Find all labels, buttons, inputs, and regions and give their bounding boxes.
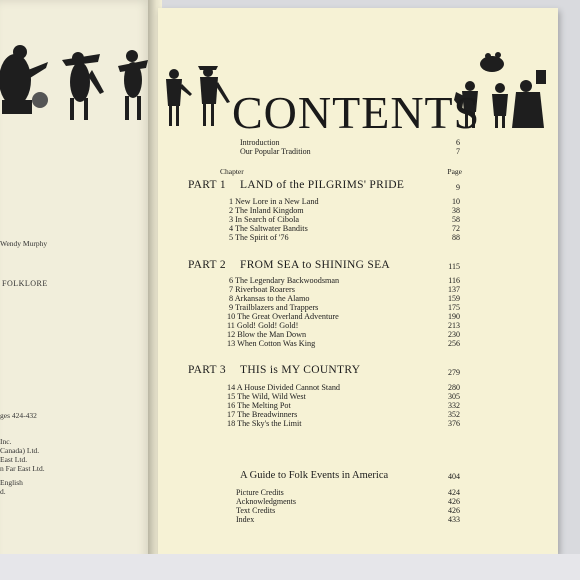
left-page-text: Inc. (0, 437, 12, 446)
toc-page-number: 137 (448, 285, 460, 294)
toc-page-number: 88 (452, 233, 460, 242)
toc-page-number: 190 (448, 312, 460, 321)
chapter-entry: 11 Gold! Gold! Gold! (227, 321, 299, 330)
toc-page-number: 279 (448, 368, 460, 377)
left-page-text: English (0, 478, 23, 487)
chapter-entry: 17 The Breadwinners (227, 410, 298, 419)
toc-page-number: 10 (452, 197, 460, 206)
back-matter-entry: Acknowledgments (236, 497, 296, 506)
toc-intro-item: Introduction (240, 138, 280, 147)
chapter-entry: 12 Blow the Man Down (227, 330, 307, 339)
toc-page-number: 38 (452, 206, 460, 215)
chapter-entry: 5 The Spirit of '76 (229, 233, 289, 242)
left-page-text: Wendy Murphy (0, 239, 48, 248)
left-page-text: n Far East Ltd. (0, 464, 45, 473)
chapter-entry: 7 Riverboat Roarers (229, 285, 295, 294)
chapter-entry: 9 Trailblazers and Trappers (229, 303, 319, 312)
chapter-entry: 14 A House Divided Cannot Stand (227, 383, 341, 392)
toc-page-number: 58 (452, 215, 460, 224)
toc-page-number: 213 (448, 321, 460, 330)
toc-page-number: 6 (456, 138, 460, 147)
toc-page-number: 230 (448, 330, 460, 339)
back-matter-entry: Picture Credits (236, 488, 284, 497)
part-title: LAND of the PILGRIMS' PRIDE (240, 179, 405, 191)
chapter-entry: 13 When Cotton Was King (227, 339, 316, 348)
header-illustration-left (160, 66, 232, 128)
chapter-entry: 6 The Legendary Backwoodsman (229, 276, 340, 285)
guide-entry: A Guide to Folk Events in America (240, 470, 389, 481)
toc-page-number: 72 (452, 224, 460, 233)
table-surface (0, 554, 580, 580)
toc-page-number: 332 (448, 401, 460, 410)
left-page-illustration (0, 40, 152, 125)
toc-page-number: 426 (448, 506, 460, 515)
chapter-column-header: Chapter (220, 167, 244, 176)
chapter-entry: 4 The Saltwater Bandits (229, 224, 308, 233)
page-title: CONTENTS (232, 87, 481, 138)
toc-page-number: 175 (448, 303, 460, 312)
chapter-entry: 18 The Sky's the Limit (227, 419, 302, 428)
toc-page-number: 256 (448, 339, 460, 348)
chapter-entry: 8 Arkansas to the Alamo (229, 294, 310, 303)
toc-page-number: 433 (448, 515, 460, 524)
part-label: PART 2 (188, 259, 226, 271)
toc-page-number: 352 (448, 410, 460, 419)
chapter-entry: 2 The Inland Kingdom (229, 206, 304, 215)
chapter-entry: 3 In Search of Cibola (229, 215, 300, 224)
left-page-text: East Ltd. (0, 455, 28, 464)
part-title: THIS is MY COUNTRY (240, 364, 361, 376)
back-matter-entry: Index (236, 515, 255, 524)
page-column-header: Page (447, 167, 462, 176)
toc-page-number: 9 (456, 183, 460, 192)
left-page-text: ges 424-432 (0, 411, 37, 420)
chapter-entry: 10 The Great Overland Adventure (227, 312, 339, 321)
toc-page-number: 280 (448, 383, 460, 392)
toc-page-number: 376 (448, 419, 460, 428)
toc-page-number: 115 (448, 262, 460, 271)
left-page-text: Canada) Ltd. (0, 446, 40, 455)
chapter-entry: 1 New Lore in a New Land (229, 197, 319, 206)
toc-page-number: 404 (448, 472, 460, 481)
part-label: PART 3 (188, 364, 226, 376)
toc-page-number: 159 (448, 294, 460, 303)
part-title: FROM SEA to SHINING SEA (240, 259, 391, 271)
toc-page-number: 116 (448, 276, 460, 285)
toc-page-number: 426 (448, 497, 460, 506)
chapter-entry: 15 The Wild, Wild West (227, 392, 306, 401)
chapter-entry: 16 The Melting Pot (227, 401, 291, 410)
toc-page-number: 7 (456, 147, 460, 156)
toc-page-number: 424 (448, 488, 460, 497)
left-page-text: d. (0, 487, 6, 496)
left-page-text: FOLKLORE (2, 279, 48, 288)
toc-intro-item: Our Popular Tradition (240, 147, 311, 156)
part-label: PART 1 (188, 179, 226, 191)
back-matter-entry: Text Credits (236, 506, 276, 515)
toc-page-number: 305 (448, 392, 460, 401)
